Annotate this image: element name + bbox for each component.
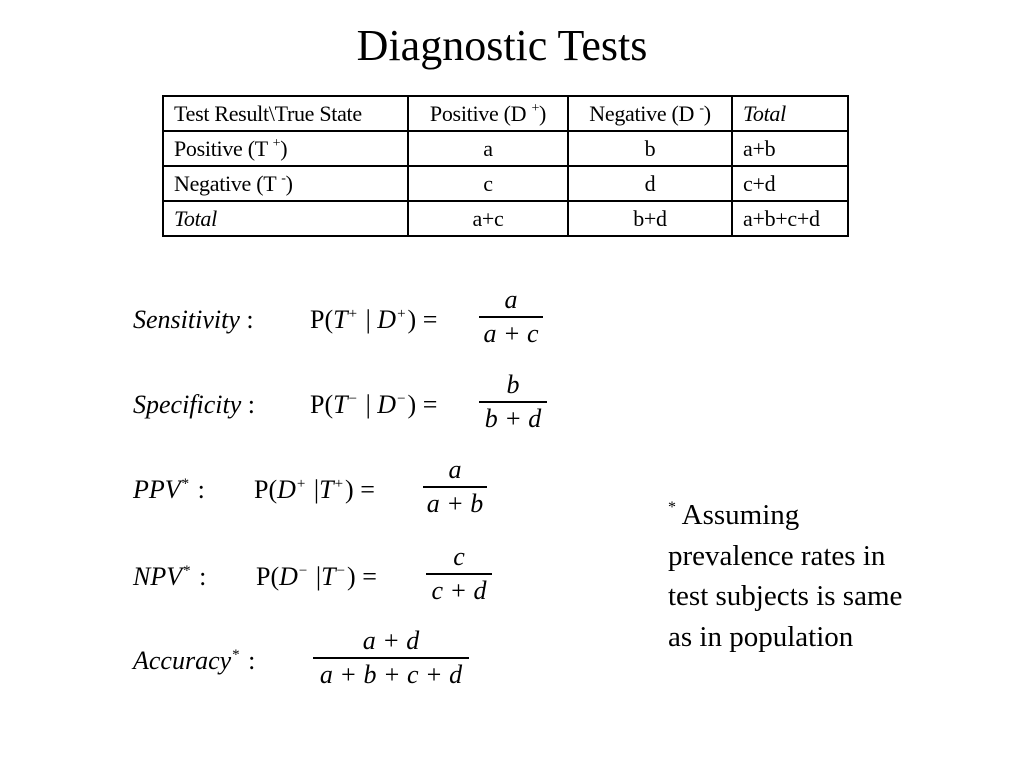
header-cell: Positive (D +) — [408, 96, 568, 131]
page-title: Diagnostic Tests — [356, 21, 648, 70]
numerator: a — [448, 455, 462, 484]
header-cell: Test Result\True State — [163, 96, 408, 131]
row-label: Negative (T -) — [163, 166, 408, 201]
fraction — [423, 454, 487, 520]
header-cell: Total — [732, 96, 848, 131]
conditional-probability: P(D− |T−) = — [256, 562, 377, 591]
table-row — [163, 131, 848, 166]
formula-name: NPV* : — [133, 562, 207, 591]
numerator: a + d — [362, 626, 420, 655]
numerator: a — [504, 285, 518, 314]
header-cell: Negative (D -) — [568, 96, 732, 131]
denominator: b + d — [484, 404, 542, 433]
table-cell: c — [408, 166, 568, 201]
fraction — [313, 625, 469, 691]
denominator: a + b + c + d — [319, 660, 463, 689]
table-header-row — [163, 96, 848, 131]
table-cell: a+b — [732, 131, 848, 166]
table-cell: b+d — [568, 201, 732, 236]
fraction — [479, 284, 543, 350]
formula-name: Sensitivity : — [133, 305, 254, 334]
row-label: Total — [163, 201, 408, 236]
fraction — [479, 369, 547, 435]
table-cell: a+b+c+d — [732, 201, 848, 236]
table-cell: b — [568, 131, 732, 166]
conditional-probability: P(T− | D−) = — [310, 390, 438, 419]
conditional-probability: P(T+ | D+) = — [310, 305, 438, 334]
table-cell: a+c — [408, 201, 568, 236]
table-cell: d — [568, 166, 732, 201]
contingency-table — [162, 95, 849, 237]
table-row — [163, 201, 848, 236]
fraction — [426, 541, 492, 607]
formula-name: Accuracy* : — [133, 646, 256, 675]
conditional-probability: P(D+ |T+) = — [254, 475, 375, 504]
formula-name: Specificity : — [133, 390, 256, 419]
denominator: a + c — [483, 319, 539, 348]
table-cell: a — [408, 131, 568, 166]
denominator: c + d — [431, 576, 487, 605]
table-cell: c+d — [732, 166, 848, 201]
numerator: c — [453, 542, 465, 571]
numerator: b — [506, 370, 520, 399]
formula-name: PPV* : — [133, 475, 205, 504]
denominator: a + b — [426, 489, 484, 518]
table-row — [163, 166, 848, 201]
row-label: Positive (T +) — [163, 131, 408, 166]
prevalence-footnote: * Assuming prevalence rates in test subjects is same as in population — [668, 499, 903, 653]
